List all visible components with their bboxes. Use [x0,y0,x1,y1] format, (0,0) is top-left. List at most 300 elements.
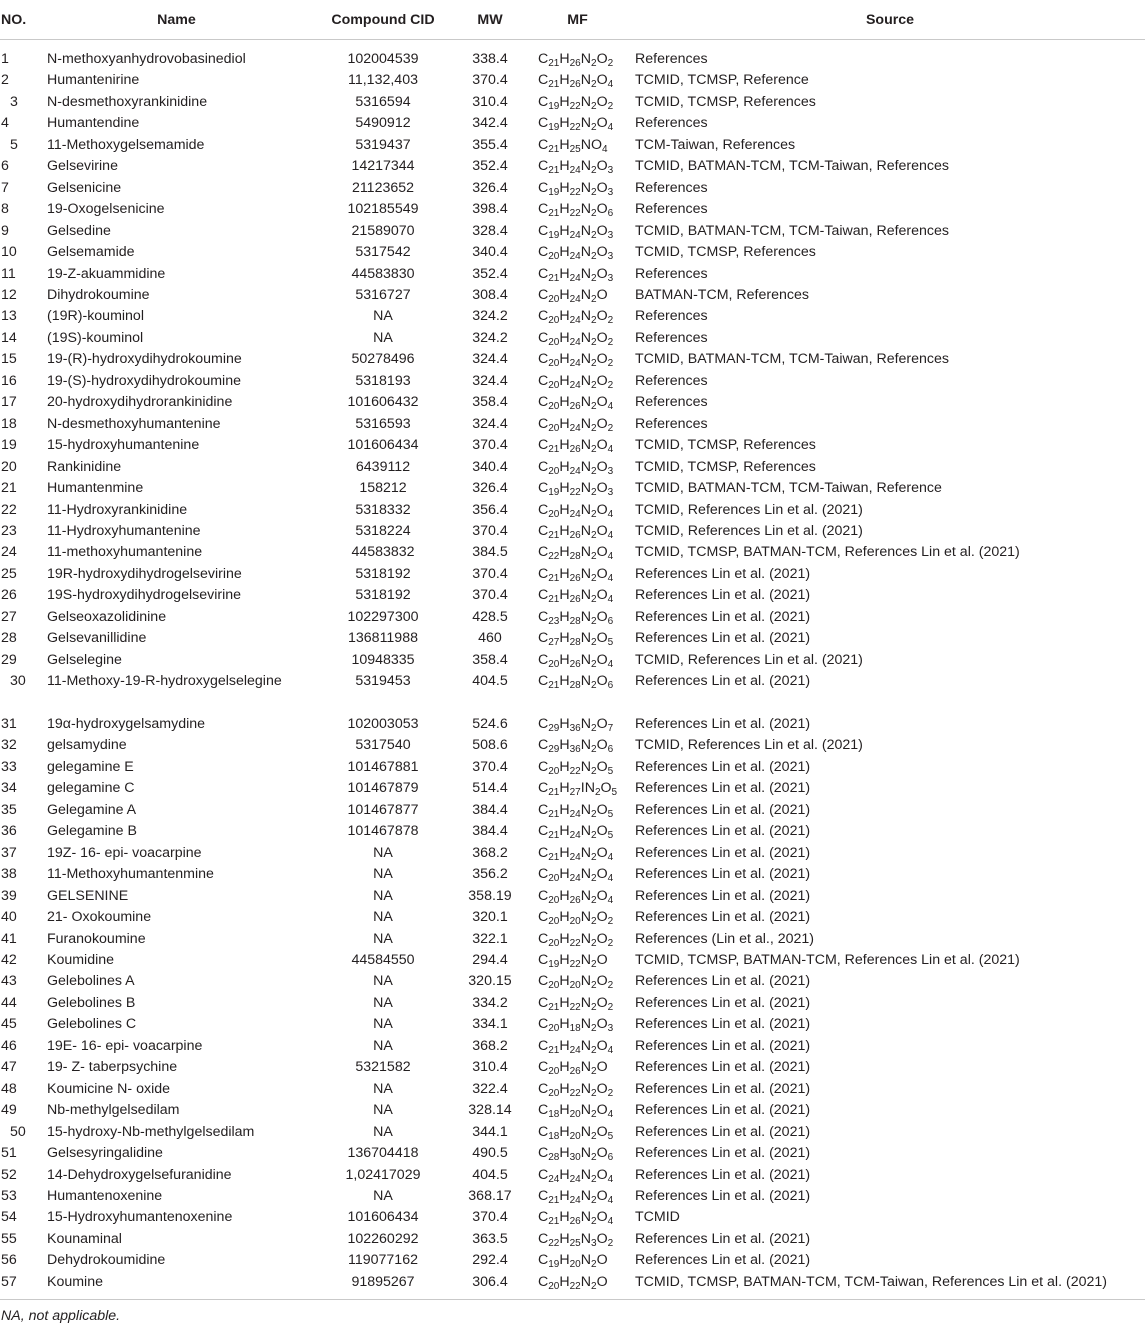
formula-element: C [538,544,549,561]
compound-name-cell [47,135,306,156]
table-row [0,542,1145,563]
formula-element: C [538,351,549,368]
compound-name: Gelsevanillidine [47,630,147,647]
formula-count: 2 [591,487,597,499]
row-number: 19 [1,437,17,454]
formula-count: 36 [569,723,581,735]
table-row [0,306,1145,327]
formula-count: 20 [548,1087,560,1099]
formula-element: N [580,72,591,89]
molecular-weight: 370.4 [472,565,508,582]
formula-count: 22 [569,1001,581,1013]
compound-cid: 101467879 [347,780,419,797]
formula-count: 26 [569,58,581,69]
formula-count: 2 [591,379,597,391]
formula-element: N [580,866,591,883]
compound-name-cell [47,392,306,413]
formula-element: N [580,1016,591,1033]
formula-element: O [596,372,608,389]
source: References Lin et al. (2021) [635,1037,811,1054]
formula-count: 21 [548,1001,560,1013]
formula-count: 27 [548,637,560,649]
molecular-formula [520,221,635,242]
formula-element: H [559,329,570,346]
compound-cid: NA [373,994,393,1011]
source: TCMID, TCMSP, References [635,93,816,110]
table-row [0,135,1145,156]
formula-count: 2 [591,1044,597,1056]
formula-count: 2 [591,229,597,241]
formula-count: 2 [607,1087,614,1099]
formula-element: H [559,1145,570,1162]
formula-element: N [580,630,591,647]
molecular-weight: 294.4 [472,952,508,969]
formula-count: 2 [591,594,597,606]
formula-count: 22 [569,186,581,198]
formula-count: 4 [607,594,614,606]
footnote: NA, not applicable. [1,1308,121,1325]
molecular-weight: 320.15 [468,973,512,990]
formula-element: NO [580,136,603,153]
row-number: 20 [1,458,17,475]
formula-element: O [596,801,608,818]
molecular-weight: 355.4 [472,136,508,153]
formula-element: N [580,1145,591,1162]
source: References [635,179,708,196]
formula-count: 2 [607,358,614,370]
compound-cid: 44583832 [351,544,415,561]
compound-name-cell [47,414,306,435]
formula-element: H [559,201,570,218]
table-row [0,1186,1145,1207]
formula-element: N [580,673,591,690]
formula-count: 22 [569,765,581,777]
row-number: 29 [1,651,17,668]
formula-element: O [596,952,608,969]
molecular-formula [520,929,635,950]
source: References Lin et al. (2021) [635,1059,811,1076]
source: References Lin et al. (2021) [635,1252,811,1269]
molecular-formula [520,285,635,306]
table-row [0,628,1145,649]
molecular-weight: 490.5 [472,1145,508,1162]
source: TCMID, BATMAN-TCM, TCM-Taiwan, Reference [635,480,942,497]
compound-cid: 101467877 [347,801,419,818]
row-number: 38 [1,866,17,883]
formula-count: 24 [569,229,581,241]
formula-element: N [580,1188,591,1204]
formula-count: 20 [548,379,560,391]
formula-element: O [596,1059,608,1076]
formula-element: H [559,115,570,132]
formula-element: H [559,758,570,775]
compound-name-cell [47,1143,306,1164]
compound-name-cell [47,70,306,91]
formula-count: 2 [607,422,614,434]
formula-element: O [596,1102,608,1119]
compound-name-cell [47,671,306,714]
molecular-formula [520,628,635,649]
source: References Lin et al. (2021) [635,844,811,861]
table-row [0,113,1145,134]
compound-name-cell [47,585,306,606]
formula-element: H [559,1080,570,1097]
formula-count: 25 [569,1237,581,1249]
row-number: 24 [1,544,17,561]
source: TCMID, TCMSP, BATMAN-TCM, References Lin et al. (2021) [635,544,1020,561]
formula-count: 2 [591,1066,597,1078]
molecular-weight: 368.17 [468,1188,512,1204]
formula-count: 24 [569,508,581,520]
source: References Lin et al. (2021) [635,909,811,926]
compound-cid: 102297300 [347,608,419,625]
formula-element: O [596,608,608,625]
source: References [635,394,708,411]
table-row [0,1079,1145,1100]
formula-count: 22 [548,551,560,563]
formula-count: 5 [607,765,614,777]
compound-cid: 102185549 [347,201,419,218]
formula-count: 20 [548,315,560,327]
formula-count: 4 [602,143,608,155]
compound-cid: 5318193 [355,372,411,389]
table-row [0,778,1145,799]
row-number: 45 [1,1016,17,1033]
formula-element: H [559,265,570,282]
formula-count: 6 [607,208,614,220]
molecular-weight: 370.4 [472,437,508,454]
table-row [0,864,1145,885]
source: References Lin et al. (2021) [635,1230,811,1247]
formula-count: 2 [607,1001,614,1013]
formula-count: 21 [548,165,560,177]
formula-element: C [538,501,549,518]
molecular-weight: 324.4 [472,351,508,368]
formula-count: 2 [591,100,597,112]
table-row [0,500,1145,521]
compound-cid: 5316593 [355,415,411,432]
compound-name-cell [47,650,306,671]
compound-cid: 21123652 [351,179,415,196]
row-number: 36 [1,823,17,840]
formula-count: 21 [548,1195,560,1206]
molecular-formula [520,392,635,413]
formula-element: H [559,158,570,175]
formula-element: H [559,179,570,196]
formula-element: H [559,673,570,690]
source: TCMID, References Lin et al. (2021) [635,522,863,539]
header-mf: MF [520,0,635,40]
compound-cid: 101606434 [347,1209,419,1226]
compound-name: Kounaminal [47,1230,122,1247]
formula-element: N [580,1059,591,1076]
formula-count: 21 [548,1216,560,1228]
molecular-formula [520,135,635,156]
source: BATMAN-TCM, References [635,286,809,303]
molecular-formula [520,1143,635,1164]
table-row [0,1100,1145,1121]
compound-name: gelegamine E [47,758,134,775]
formula-count: 21 [548,808,560,820]
molecular-formula [520,564,635,585]
source: TCMID, TCMSP, BATMAN-TCM, TCM-Taiwan, References Lin et al. (2021) [635,1272,1145,1300]
formula-element: C [538,1209,549,1226]
compound-name: (19R)-kouminol [47,308,144,325]
formula-count: 6 [607,1152,614,1164]
compound-name-cell [47,1229,306,1250]
formula-count: 24 [569,422,581,434]
formula-element: H [559,501,570,518]
formula-element: C [538,1080,549,1097]
formula-count: 3 [607,186,614,198]
formula-element: C [538,1102,549,1119]
formula-count: 2 [591,980,597,992]
compound-cid: 11,132,403 [348,72,418,89]
formula-count: 2 [591,551,597,563]
formula-element: O [596,930,608,947]
row-number: 47 [1,1059,17,1076]
compound-name-cell [47,778,306,799]
row-number: 31 [1,716,17,733]
table-row [0,735,1145,756]
molecular-formula [520,264,635,285]
formula-count: 20 [548,916,560,928]
formula-count: 26 [569,572,581,584]
formula-element: H [559,437,570,454]
formula-element: O [596,265,608,282]
compound-name-cell [47,1057,306,1078]
formula-count: 21 [548,572,560,584]
formula-element: N [580,1273,591,1290]
formula-element: C [538,415,549,432]
compound-name: Humantenoxenine [47,1188,163,1204]
source: TCMID, BATMAN-TCM, TCM-Taiwan, References [635,222,949,239]
molecular-formula [520,1122,635,1143]
row-number: 12 [1,286,17,303]
formula-count: 20 [548,980,560,992]
formula-element: C [538,522,549,539]
compound-cid: NA [373,973,393,990]
compound-name: GELSENINE [47,887,129,904]
formula-element: C [538,1016,549,1033]
formula-element: C [538,630,549,647]
molecular-weight: 344.1 [472,1123,508,1140]
source: References [635,329,708,346]
table-row [0,1057,1145,1078]
formula-element: H [559,1166,570,1183]
formula-element: N [580,973,591,990]
formula-count: 28 [569,680,581,692]
formula-element: H [559,394,570,411]
formula-count: 5 [611,787,618,799]
source: TCMID, TCMSP, Reference [635,72,809,89]
formula-count: 20 [548,251,560,263]
compound-name: Koumine [47,1273,103,1290]
formula-count: 24 [569,873,581,885]
formula-count: 2 [591,830,597,842]
compound-cid: NA [373,1080,393,1097]
compound-name: Gelebolines C [47,1016,137,1033]
molecular-formula [520,40,635,71]
molecular-weight: 398.4 [472,201,508,218]
formula-element: N [580,458,591,475]
table-row [0,564,1145,585]
formula-element: N [580,1123,591,1140]
formula-count: 22 [569,959,581,971]
formula-count: 2 [594,787,601,799]
formula-count: 4 [607,1109,614,1121]
molecular-weight: 352.4 [472,158,508,175]
formula-element: C [538,1188,549,1204]
formula-count: 2 [591,358,597,370]
formula-element: C [538,716,549,733]
table-row [0,714,1145,735]
formula-element: O [596,737,608,754]
formula-count: 24 [569,165,581,177]
source: References Lin et al. (2021) [635,1080,811,1097]
formula-count: 5 [607,637,614,649]
formula-count: 24 [569,465,581,477]
formula-count: 18 [548,1130,560,1142]
compound-name-cell [47,886,306,907]
molecular-formula [520,585,635,606]
molecular-weight: 514.4 [472,780,508,797]
formula-element: N [580,909,591,926]
formula-element: O [596,1016,608,1033]
molecular-weight: 370.4 [472,587,508,604]
formula-element: N [580,51,591,67]
molecular-weight: 320.1 [472,909,508,926]
formula-element: H [559,823,570,840]
formula-element: N [580,1209,591,1226]
formula-element: O [596,544,608,561]
formula-element: O [596,329,608,346]
formula-count: 24 [569,293,581,305]
row-number: 6 [1,158,9,175]
compound-name-cell [47,564,306,585]
compound-cid: 21589070 [351,222,415,239]
row-number: 41 [1,930,17,947]
formula-count: 20 [548,293,560,305]
row-number: 50 [10,1123,26,1140]
formula-count: 24 [569,272,581,284]
row-number: 44 [1,994,17,1011]
compound-cid: NA [373,844,393,861]
molecular-weight: 356.4 [472,501,508,518]
header-source: Source [635,0,1145,40]
formula-count: 20 [548,658,560,670]
compound-cid: 44583830 [351,265,415,282]
molecular-formula [520,821,635,842]
formula-count: 22 [569,1280,581,1292]
table-row [0,886,1145,907]
source: References (Lin et al., 2021) [635,930,815,947]
source: References Lin et al. (2021) [635,973,811,990]
molecular-weight: 358.19 [468,887,512,904]
formula-element: O [596,1123,608,1140]
formula-element: H [559,973,570,990]
formula-count: 4 [607,1044,614,1056]
formula-count: 2 [591,186,597,198]
formula-count: 20 [548,422,560,434]
compound-name: 19R-hydroxydihydrogelsevirine [47,565,242,582]
molecular-formula [520,521,635,542]
formula-element: O [596,1230,608,1247]
row-number: 8 [1,201,9,218]
molecular-weight: 404.5 [472,1166,508,1183]
formula-element: N [580,608,591,625]
formula-element: O [596,522,608,539]
formula-element: N [580,265,591,282]
formula-count: 20 [569,1259,581,1271]
source: References Lin et al. (2021) [635,1188,811,1204]
molecular-formula [520,306,635,327]
molecular-formula [520,714,635,735]
table-row [0,178,1145,199]
row-number: 15 [1,351,17,368]
formula-element: N [580,887,591,904]
formula-element: C [538,1037,549,1054]
compound-name: 11-Hydroxyhumantenine [47,522,201,539]
molecular-formula [520,993,635,1014]
formula-element: C [538,51,549,67]
formula-element: N [580,994,591,1011]
row-number: 9 [1,222,9,239]
formula-element: H [559,286,570,303]
formula-count: 22 [548,1237,560,1249]
molecular-formula [520,328,635,349]
compound-cid: 5318332 [355,501,411,518]
compound-cid: 5319453 [355,673,411,690]
formula-element: C [538,565,549,582]
formula-count: 6 [607,680,614,692]
formula-count: 4 [607,1173,614,1185]
molecular-weight: 324.4 [472,415,508,432]
compound-cid: 136811988 [348,630,418,647]
formula-element: C [538,1252,549,1269]
formula-element: N [580,522,591,539]
molecular-weight: 322.1 [472,930,508,947]
formula-count: 3 [607,1023,614,1035]
table-row [0,435,1145,456]
formula-count: 24 [569,1173,581,1185]
formula-element: C [538,909,549,926]
formula-count: 19 [548,229,560,241]
formula-count: 2 [591,1216,597,1228]
formula-count: 2 [607,58,614,69]
source: References Lin et al. (2021) [635,1102,811,1119]
formula-count: 4 [607,572,614,584]
table-row [0,264,1145,285]
compound-name-cell [47,1079,306,1100]
formula-count: 4 [607,851,614,863]
molecular-formula [520,371,635,392]
compound-cid: 136704418 [347,1145,419,1162]
compound-cid: 119077162 [348,1252,418,1269]
formula-element: N [580,244,591,261]
compound-name: 15-hydroxy-Nb-methylgelsedilam [47,1123,255,1140]
compound-name: 21- Oxokoumine [47,909,152,926]
molecular-weight: 384.5 [472,544,508,561]
formula-element: H [559,952,570,969]
formula-count: 2 [591,1087,597,1099]
formula-count: 20 [548,508,560,520]
formula-count: 22 [569,100,581,112]
compound-name: 19E- 16- epi- voacarpine [47,1037,203,1054]
formula-element: C [538,801,549,818]
row-number: 35 [1,801,17,818]
compound-name-cell [47,306,306,327]
